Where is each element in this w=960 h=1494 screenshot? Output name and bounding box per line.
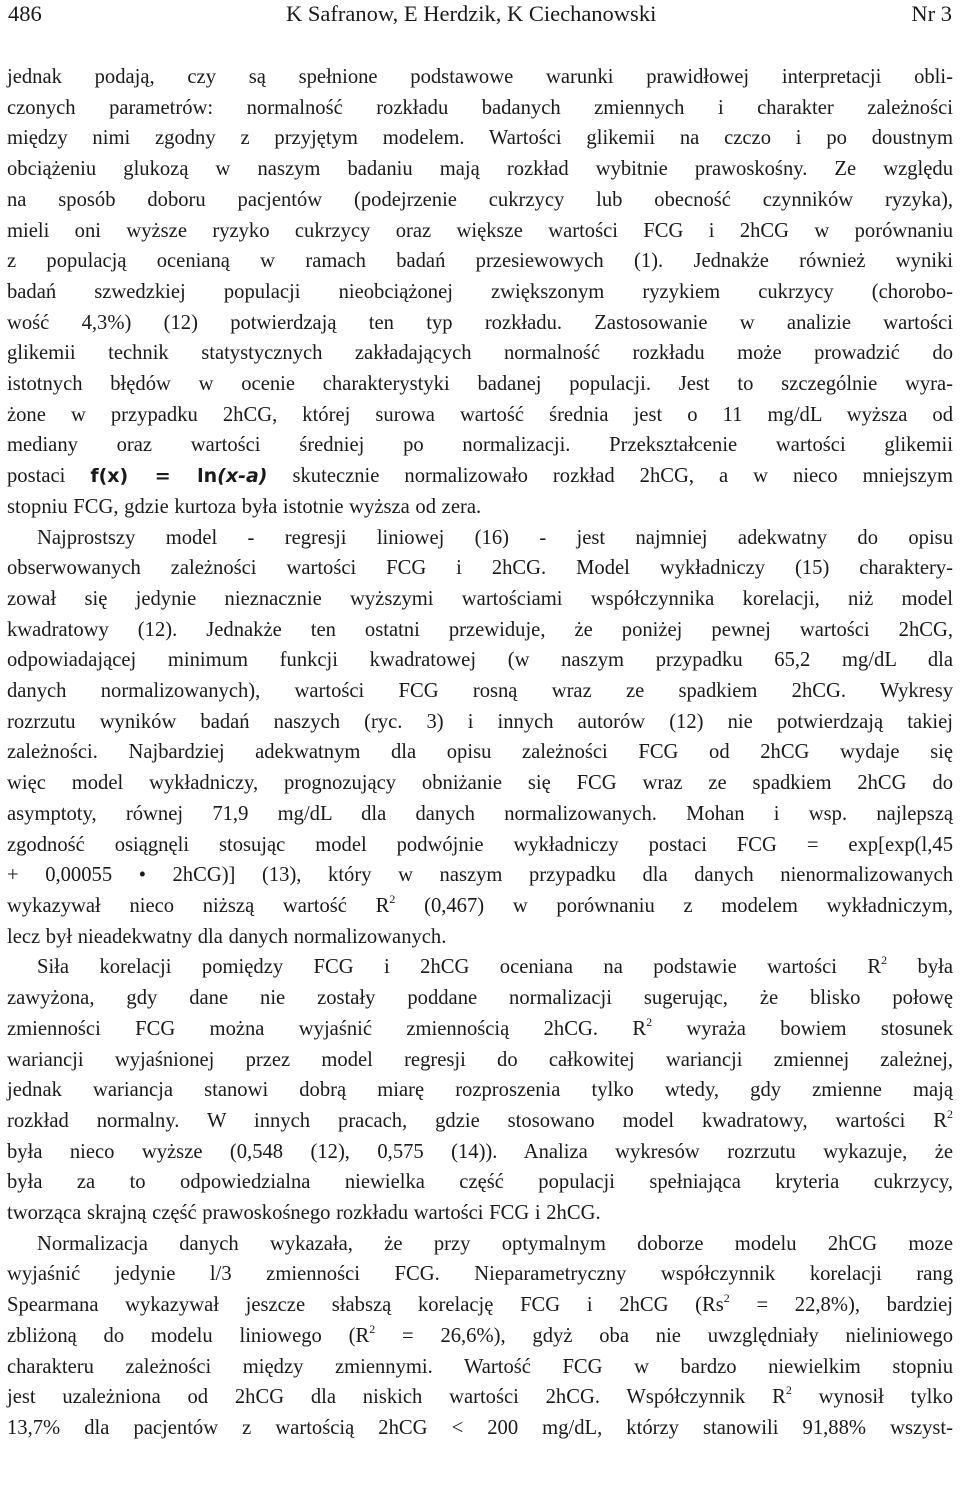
- text-run: zmienności FCG można wyjaśnić zmiennością 2hCG. R: [7, 1017, 647, 1040]
- text-run: = 22,8%), bardziej: [729, 1294, 953, 1317]
- text-run: wyraża bowiem stosunek: [652, 1017, 953, 1040]
- superscript: 2: [723, 1291, 730, 1306]
- text-line: [7, 891, 953, 922]
- text-line: na sposób doboru pacjentów (podejrzenie cukrzycy lub obecność czynników ryzyka),: [7, 188, 953, 211]
- paragraph-1: [7, 62, 953, 523]
- text-line: między nimi zgodny z przyjętym modelem. Wartości glikemii na czczo i po doustnym: [7, 127, 953, 150]
- formula-ln: ln: [197, 465, 218, 488]
- text-run: rozkład normalny. W innych pracach, gdzie stosowano model kwadratowy, wartości R: [7, 1109, 947, 1132]
- text-line: [7, 1106, 953, 1137]
- text-line: z populacją ocenianą w ramach badań przesiewowych (1). Jednakże również wyniki: [7, 250, 953, 273]
- text-line: istotnych błędów w ocenie charakterystyki badanej populacji. Jest to szczególnie wyra-: [7, 373, 953, 396]
- text-line: zgodność osiągnęli stosując model podwójnie wykładniczy postaci FCG = exp[exp(l,45: [7, 833, 953, 856]
- text-line: [7, 461, 953, 492]
- text-run: postaci: [7, 465, 66, 488]
- article-body: [7, 62, 953, 1444]
- text-line: rozrzutu wyników badań naszych (ryc. 3) i innych autorów (12) nie potwierdzają takiej: [7, 710, 953, 733]
- text-line: danych normalizowanych), wartości FCG rosną wraz ze spadkiem 2hCG. Wykresy: [7, 680, 953, 703]
- text-line: była nieco wyższe (0,548 (12), 0,575 (14)). Analiza wykresów rozrzutu wykazuje, że: [7, 1140, 953, 1163]
- text-run: Siła korelacji pomiędzy FCG i 2hCG oceniana na podstawie wartości R: [37, 956, 882, 979]
- paragraph-3: [7, 952, 953, 1228]
- superscript: 2: [881, 953, 888, 968]
- text-run: Spearmana wykazywał jeszcze słabszą korelację FCG i 2hCG (Rs: [7, 1294, 724, 1317]
- page-number: 486: [8, 1, 42, 26]
- text-line: żone w przypadku 2hCG, której surowa wartość średnia jest o 11 mg/dL wyższa od: [7, 403, 953, 426]
- running-header: [7, 2, 953, 26]
- superscript: 2: [389, 891, 396, 906]
- text-line: mieli oni wyższe ryzyko cukrzycy oraz większe wartości FCG i 2hCG w porównaniu: [7, 219, 953, 242]
- text-run: jest uzależniona od 2hCG dla niskich wartości 2hCG. Współczynnik R: [7, 1386, 786, 1409]
- formula-lhs: f(x) =: [90, 465, 198, 488]
- formula-argument: (x-a): [217, 465, 268, 488]
- text-line: zował się jedynie nieznacznie wyższymi wartościami współczynnika korelacji, niż model: [7, 587, 953, 610]
- text-line: więc model wykładniczy, prognozujący obniżanie się FCG wraz ze spadkiem 2hCG do: [7, 772, 953, 795]
- text-line: czonych parametrów: normalność rozkładu badanych zmiennych i charakter zależności: [7, 96, 953, 119]
- text-run: skutecznie normalizowało rozkład 2hCG, a w nieco mniejszym: [292, 465, 953, 488]
- superscript: 2: [369, 1321, 376, 1336]
- text-line: jednak podają, czy są spełnione podstawowe warunki prawidłowej interpretacji obli-: [7, 66, 953, 88]
- issue-number: Nr 3: [911, 1, 952, 26]
- running-header-authors: K Safranow, E Herdzik, K Ciechanowski: [286, 1, 657, 26]
- text-line: wariancji wyjaśnionej przez model regresji do całkowitej wariancji zmiennej zależnej,: [7, 1048, 953, 1071]
- text-line: [7, 1382, 953, 1413]
- text-line: jednak wariancja stanowi dobrą miarę rozproszenia tylko wtedy, gdy zmienne mają: [7, 1079, 953, 1102]
- text-line: tworząca skrajną część prawoskośnego rozkładu wartości FCG i 2hCG.: [7, 1202, 601, 1225]
- text-line: wość 4,3%) (12) potwierdzają ten typ rozkładu. Zastosowanie w analizie wartości: [7, 311, 953, 334]
- text-line: [7, 952, 953, 983]
- text-line: zależności. Najbardziej adekwatnym dla opisu zależności FCG od 2hCG wydaje się: [7, 741, 953, 764]
- text-run: była: [887, 956, 953, 979]
- text-line: glikemii technik statystycznych zakładających normalność rozkładu może prowadzić do: [7, 342, 953, 365]
- paragraph-4: [7, 1229, 953, 1444]
- text-run: = 26,6%), gdyż oba nie uwzględniały nieliniowego: [375, 1324, 953, 1347]
- text-line: charakteru zależności między zmiennymi. Wartość FCG w bardzo niewielkim stopniu: [7, 1355, 953, 1378]
- text-run: wykazywał nieco niższą wartość R: [7, 894, 390, 917]
- text-line: stopniu FCG, gdzie kurtoza była istotnie wyższa od zera.: [7, 495, 482, 518]
- text-line: była za to odpowiedzialna niewielka część populacji spełniająca kryteria cukrzycy,: [7, 1171, 953, 1194]
- text-line: kwadratowy (12). Jednakże ten ostatni przewiduje, że poniżej pewnej wartości 2hCG,: [7, 618, 953, 641]
- text-line: badań szwedzkiej populacji nieobciążonej zwiększonym ryzykiem cukrzycy (chorobo-: [7, 280, 953, 303]
- text-line: Normalizacja danych wykazała, że przy optymalnym doborze modelu 2hCG moze: [37, 1232, 953, 1255]
- text-line: lecz był nieadekwatny dla danych normalizowanych.: [7, 925, 447, 948]
- text-run: wynosił tylko: [791, 1386, 953, 1409]
- text-line: asymptoty, równej 71,9 mg/dL dla danych normalizowanych. Mohan i wsp. najlepszą: [7, 802, 953, 825]
- text-line: mediany oraz wartości średniej po normalizacji. Przekształcenie wartości glikemii: [7, 434, 953, 457]
- text-line: Najprostszy model - regresji liniowej (16) - jest najmniej adekwatny do opisu: [37, 526, 953, 549]
- text-line: wyjaśnić jedynie l/3 zmienności FCG. Nieparametryczny współczynnik korelacji rang: [7, 1263, 953, 1286]
- paragraph-2: [7, 523, 953, 953]
- text-line: [7, 1290, 953, 1321]
- transform-formula: [90, 465, 267, 487]
- text-line: [7, 1321, 953, 1352]
- text-line: + 0,00055 • 2hCG)] (13), który w naszym przypadku dla danych nienormalizowanych: [7, 864, 953, 887]
- text-run: (0,467) w porównaniu z modelem wykładniczym,: [395, 894, 954, 917]
- text-line: zawyżona, gdy dane nie zostały poddane normalizacji sugerując, że blisko połowę: [7, 987, 953, 1010]
- text-run: zbliżoną do modelu liniowego (R: [7, 1324, 370, 1347]
- text-line: obciążeniu glukozą w naszym badaniu mają rozkład wybitnie prawoskośny. Ze względu: [7, 158, 953, 181]
- text-line: obserwowanych zależności wartości FCG i 2hCG. Model wykładniczy (15) charaktery-: [7, 557, 953, 580]
- text-line: odpowiadającej minimum funkcji kwadratowej (w naszym przypadku 65,2 mg/dL dla: [7, 649, 953, 672]
- superscript: 2: [947, 1106, 953, 1121]
- text-line: 13,7% dla pacjentów z wartością 2hCG < 200 mg/dL, którzy stanowili 91,88% wszyst-: [7, 1416, 953, 1439]
- superscript: 2: [646, 1014, 653, 1029]
- journal-page: [7, 0, 953, 1444]
- text-line: [7, 1014, 953, 1045]
- superscript: 2: [785, 1383, 792, 1398]
